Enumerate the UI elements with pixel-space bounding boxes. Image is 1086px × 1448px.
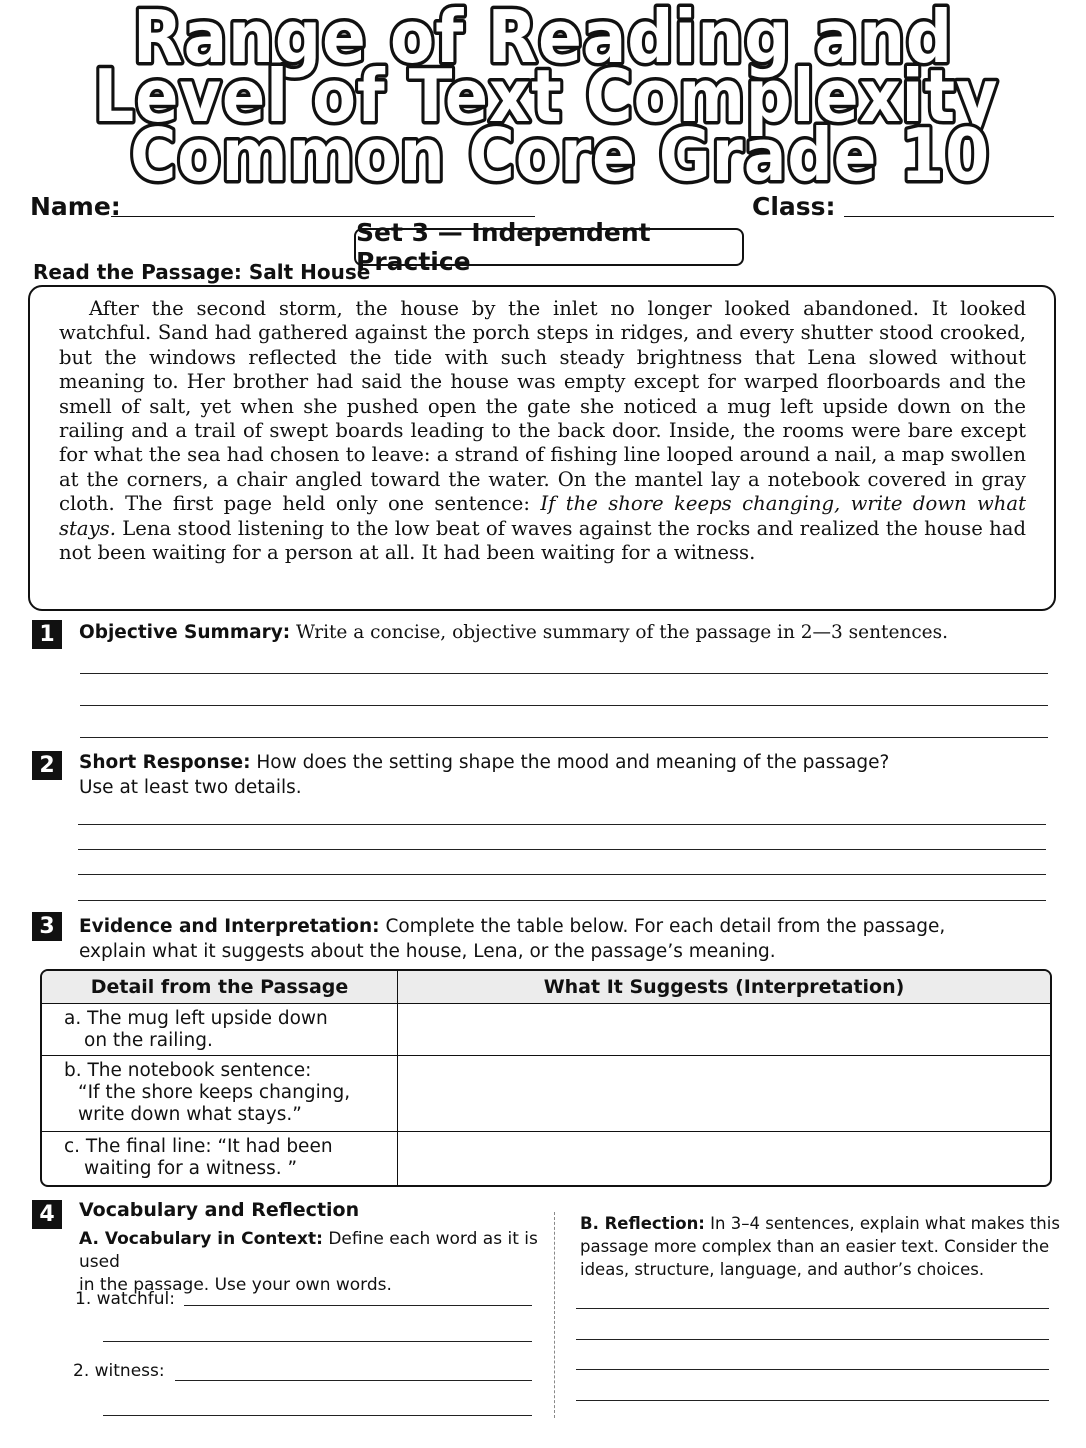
passage-label: Read the Passage: Salt House	[33, 260, 371, 284]
reflection-answer-line[interactable]	[576, 1400, 1049, 1401]
column-divider	[554, 1212, 555, 1418]
vocab-answer-line[interactable]	[184, 1305, 532, 1306]
name-label: Name:	[30, 192, 121, 221]
question-2-prompt: Short Response: How does the setting shape the mood and meaning of the passage? Use at least two details.	[79, 752, 890, 798]
answer-line[interactable]	[78, 874, 1046, 875]
vocab-answer-line[interactable]	[103, 1341, 532, 1342]
detail-cell: b. The notebook sentence: “If the shore keeps changing, write down what stays.”	[42, 1056, 398, 1132]
table-header-detail: Detail from the Passage	[42, 971, 398, 1004]
table-row	[42, 1132, 1050, 1188]
worksheet-title	[0, 0, 1086, 190]
question-number-1: 1	[32, 620, 62, 649]
answer-line[interactable]	[78, 900, 1046, 901]
title-line-1: Range of Reading and	[133, 0, 953, 79]
interpretation-cell[interactable]	[398, 1056, 1051, 1132]
vocab-answer-line[interactable]	[175, 1380, 532, 1381]
vocab-answer-line[interactable]	[103, 1415, 532, 1416]
answer-line[interactable]	[78, 824, 1046, 825]
answer-line[interactable]	[80, 673, 1048, 674]
reflection-prompt: B. Reflection: In 3–4 sentences, explain what makes this passage more complex than an easier text. Consider the ideas, structure, language, and author’s choices.	[580, 1214, 1060, 1279]
interpretation-cell[interactable]	[398, 1004, 1051, 1056]
reflection-answer-line[interactable]	[576, 1339, 1049, 1340]
class-label: Class:	[752, 192, 836, 221]
detail-cell: c. The final line: “It had been waiting for a witness. ”	[42, 1132, 398, 1188]
table-row	[42, 1004, 1050, 1056]
answer-line[interactable]	[80, 737, 1048, 738]
reflection-answer-line[interactable]	[576, 1369, 1049, 1370]
reflection-answer-line[interactable]	[576, 1308, 1049, 1309]
interpretation-cell[interactable]	[398, 1132, 1051, 1188]
passage-text: After the second storm, the house by the inlet no longer looked abandoned. It looked watchful. Sand had gathered against the porch steps in ridges, and every shutter stood crooked, but the windows reflected the tide with such steady brightness that Lena slowed without meaning to. Her brother had said the house was empty except for warped floorboards and the smell of salt, yet when she pushed open the gate she noticed a mug left upside down on the railing and a trail of swept boards leading to the back door. Inside, the rooms were bare except for what the sea had chosen to leave: a strand of fishing line looped around a nail, a map swollen at the corners, a chair angled toward the water. On the mantel lay a notebook covered in gray cloth. The first page held only one sentence: If the shore keeps changing, write down what stays. Lena stood listening to the low beat of waves against the rocks and realized the house had not been waiting for a person at all. It had been waiting for a witness.	[59, 297, 1026, 565]
question-number-4: 4	[32, 1200, 62, 1229]
notebook-quote: If the shore keeps changing, write down what stays.	[59, 492, 1026, 540]
title-line-3: Common Core Grade 10	[130, 113, 990, 190]
question-1-prompt: Objective Summary: Write a concise, objective summary of the passage in 2—3 sentences.	[79, 622, 948, 643]
passage-box	[28, 285, 1056, 611]
question-3-prompt: Evidence and Interpretation: Complete the table below. For each detail from the passage, explain what it suggests about the house, Lena, or the passage’s meaning.	[79, 916, 946, 962]
vocab-word-witness: 2. witness:	[73, 1361, 165, 1381]
question-4-title: Vocabulary and Reflection	[79, 1199, 360, 1221]
class-field[interactable]	[844, 216, 1054, 217]
answer-line[interactable]	[80, 705, 1048, 706]
detail-cell: a. The mug left upside down on the railing.	[42, 1004, 398, 1056]
question-number-2: 2	[32, 751, 62, 780]
name-field[interactable]	[111, 216, 535, 217]
title-line-2: Level of Text Complexity	[93, 54, 999, 138]
answer-line[interactable]	[78, 849, 1046, 850]
question-number-3: 3	[32, 912, 62, 941]
vocab-word-watchful: 1. watchful:	[75, 1289, 175, 1309]
table-row	[42, 1056, 1050, 1132]
evidence-table	[40, 969, 1052, 1187]
set-title: Set 3 — Independent Practice	[354, 228, 744, 266]
table-header-interpretation: What It Suggests (Interpretation)	[398, 971, 1051, 1004]
vocabulary-prompt: A. Vocabulary in Context: Define each word as it is used in the passage. Use your own words.	[79, 1229, 538, 1295]
